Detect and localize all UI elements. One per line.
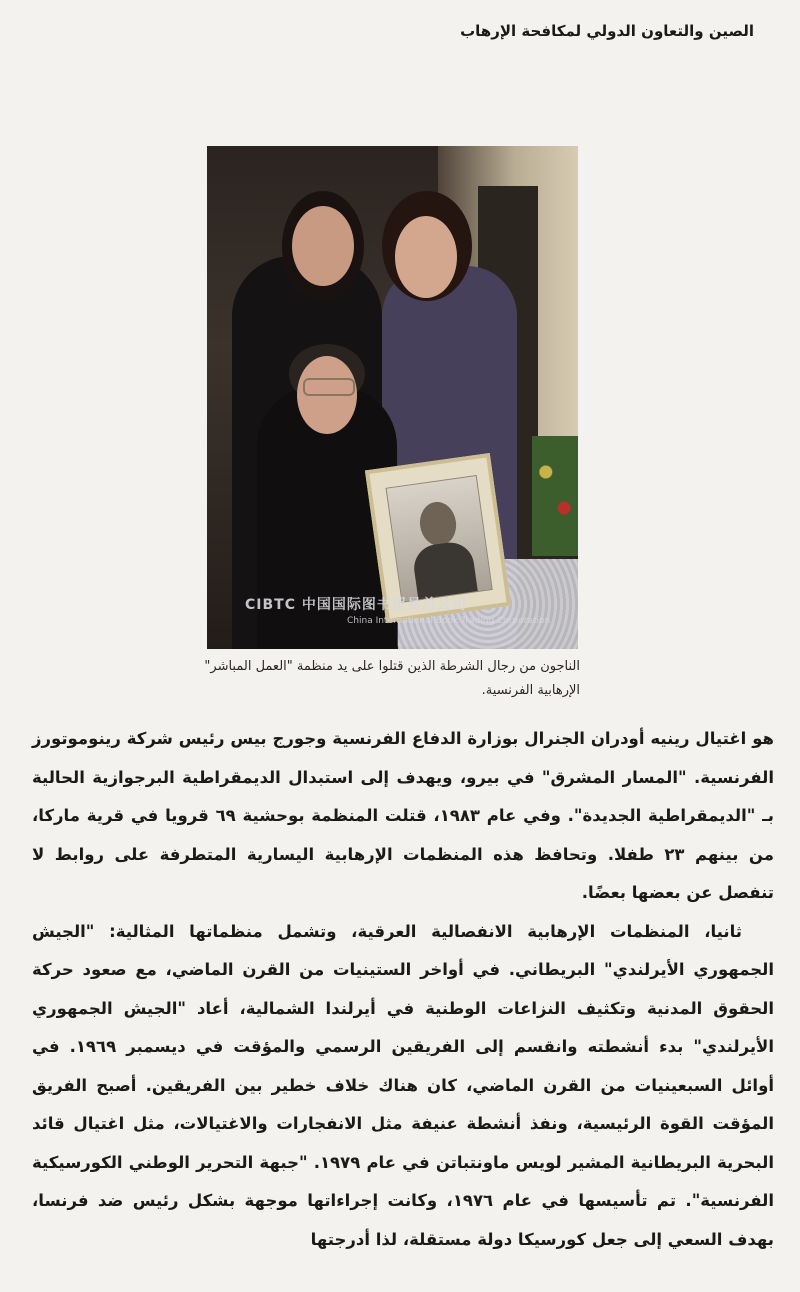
paragraph-2: ثانيا، المنظمات الإرهابية الانفصالية العرقية، وتشمل منظماتها المثالية: "الجيش الجمهوري الأيرلندي" البريطاني. في أواخر الستينيات من القرن الماضي، مع صعود حركة الحقوق المدنية وتكثيف النزاعات الوطنية في أيرلندا الشمالية، أعاد "الجيش الجمهوري الأيرلندي" بدء أنشطته وانقسم إلى الفريقين الرسمي والمؤقت في ديسمبر ١٩٦٩. في أوائل السبعينيات من القرن الماضي، كان هناك خلاف خطير بين الفريقين. أصبح الفريق المؤقت القوة الرئيسية، ونفذ أنشطة عنيفة مثل الانفجارات والاغتيالات، مثل اغتيال قائد البحرية البريطانية المشير لويس ماونتباتن في عام ١٩٧٩. "جبهة التحرير الوطني الكورسيكية الفرنسية". تم تأسيسها في عام ١٩٧٦، وكانت إجراءاتها موجهة بشكل رئيس ضد فرنسا، بهدف السعي إلى جعل كورسيكا دولة مستقلة، لذا أدرجتها <box>32 921 775 1249</box>
portrait-head <box>417 500 459 549</box>
watermark-logo: CIBTC 中国国际图书贸易总公司 <box>245 597 467 613</box>
watermark-subtitle: China International Book Trading Corporation <box>347 616 551 626</box>
face-left <box>292 206 354 286</box>
flowers <box>532 436 578 556</box>
photo-caption: الناجون من رجال الشرطة الذين قتلوا على يد منظمة "العمل المباشر" الإرهابية الفرنسية. <box>204 659 580 698</box>
glasses <box>303 378 355 396</box>
photograph <box>207 146 578 649</box>
running-title: الصين والتعاون الدولي لمكافحة الإرهاب <box>460 22 754 40</box>
portrait-photo <box>386 475 493 603</box>
portrait-suit <box>411 539 478 599</box>
paragraph-1: هو اغتيال رينيه أودران الجنرال بوزارة الدفاع الفرنسية وجورج بيس رئيس شركة رينوموتورز الفرنسية. "المسار المشرق" في بيرو، ويهدف إلى استبدال الديمقراطية البرجوازية الحالية بـ "الديمقراطية الجديدة". وفي عام ١٩٨٣، قتلت المنظمة بوحشية ٦٩ قرويا في قرية ماركا، من بينهم ٢٣ طفلا. وتحافظ هذه المنظمات الإرهابية اليسارية المتطرفة على روابط لا تنفصل عن بعضها بعضًا. <box>32 729 774 902</box>
face-right <box>395 216 457 298</box>
body-text <box>32 720 774 1259</box>
